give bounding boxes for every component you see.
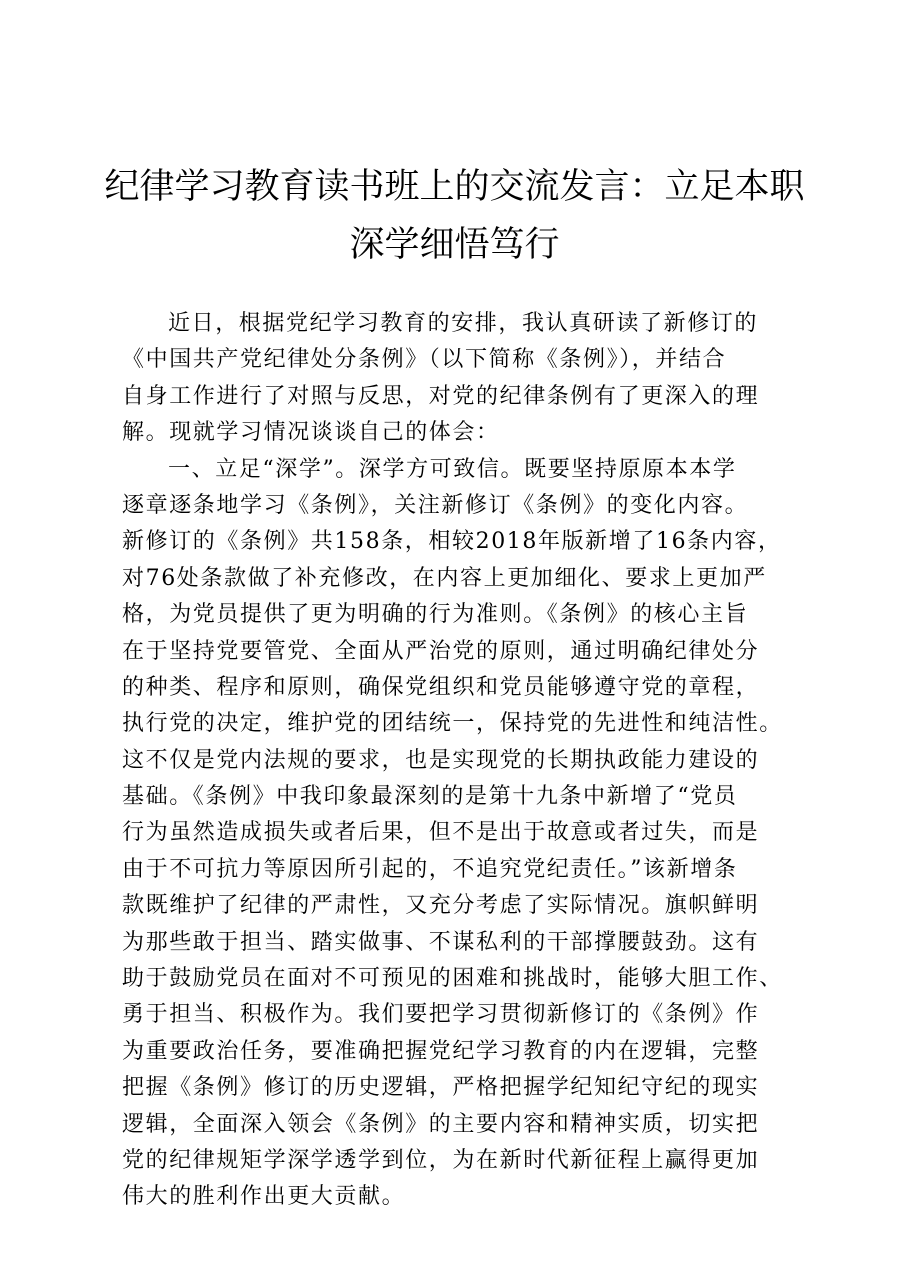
- paragraph-1-line-2: 《中国共产党纪律处分条例》（以下简称《条例》），并结合: [122, 347, 727, 373]
- paragraph-2-line-13: 款既维护了纪律的严肃性，又充分考虑了实际情况。旗帜鲜明: [122, 893, 760, 919]
- paragraph-2-line-16: 勇于担当、积极作为。我们要把学习贯彻新修订的《条例》作: [122, 1002, 760, 1028]
- paragraph-2-line-20: 党的纪律规矩学深学透学到位，为在新时代新征程上赢得更加: [122, 1147, 760, 1173]
- paragraph-2-line-2: 逐章逐条地学习《条例》，关注新修订《条例》的变化内容。: [122, 492, 749, 518]
- paragraph-2-line-19: 逻辑，全面深入领会《条例》的主要内容和精神实质，切实把: [122, 1111, 760, 1137]
- paragraph-2-line-5: 格，为党员提供了更为明确的行为准则。《条例》的核心主旨: [122, 602, 749, 628]
- title-line-1: 纪律学习教育读书班上的交流发言：立足本职: [104, 167, 805, 207]
- paragraph-2-line-8: 执行党的决定，维护党的团结统一，保持党的先进性和纯洁性。: [122, 711, 783, 737]
- paragraph-2-line-12: 由于不可抗力等原因所引起的，不追究党纪责任。”该新增条: [122, 856, 738, 882]
- paragraph-1-line-3: 自身工作进行了对照与反思，对党的纪律条例有了更深入的理: [122, 383, 760, 409]
- paragraph-2-line-7: 的种类、程序和原则，确保党组织和党员能够遵守党的章程，: [122, 674, 760, 700]
- paragraph-2-line-21: 伟大的胜利作出更大贡献。: [122, 1184, 406, 1210]
- paragraph-1-line-4: 解。现就学习情况谈谈自己的体会：: [122, 420, 500, 446]
- paragraph-2-line-18: 把握《条例》修订的历史逻辑，严格把握学纪知纪守纪的现实: [122, 1075, 760, 1101]
- paragraph-2-line-10: 基础。《条例》中我印象最深刻的是第十九条中新增了“党员: [122, 784, 738, 810]
- document-title: [100, 158, 809, 274]
- title-line-2: 深学细悟笃行: [349, 225, 560, 265]
- paragraph-1-line-1: 近日，根据党纪学习教育的安排，我认真研读了新修订的: [168, 311, 759, 336]
- paragraph-2-line-9: 这不仅是党内法规的要求，也是实现党的长期执政能力建设的: [122, 747, 760, 773]
- document-body: [122, 306, 802, 1216]
- paragraph-2-line-3: 新修订的《条例》共158条，相较2018年版新增了16条内容，: [122, 529, 782, 555]
- paragraph-2-line-4: 对76处条款做了补充修改，在内容上更加细化、要求上更加严: [122, 565, 767, 591]
- paragraph-2-line-6: 在于坚持党要管党、全面从严治党的原则，通过明确纪律处分: [122, 638, 760, 664]
- paragraph-2-line-1: 一、立足“深学”。深学方可致信。既要坚持原原本本学: [168, 456, 737, 482]
- paragraph-2-line-17: 为重要政治任务，要准确把握党纪学习教育的内在逻辑，完整: [122, 1038, 760, 1064]
- paragraph-2-line-14: 为那些敢于担当、踏实做事、不谋私利的干部撑腰鼓劲。这有: [122, 929, 760, 955]
- paragraph-2-line-11: 行为虽然造成损失或者后果，但不是出于故意或者过失，而是: [122, 820, 760, 846]
- paragraph-2-line-15: 助于鼓励党员在面对不可预见的困难和挑战时，能够大胆工作、: [122, 966, 783, 992]
